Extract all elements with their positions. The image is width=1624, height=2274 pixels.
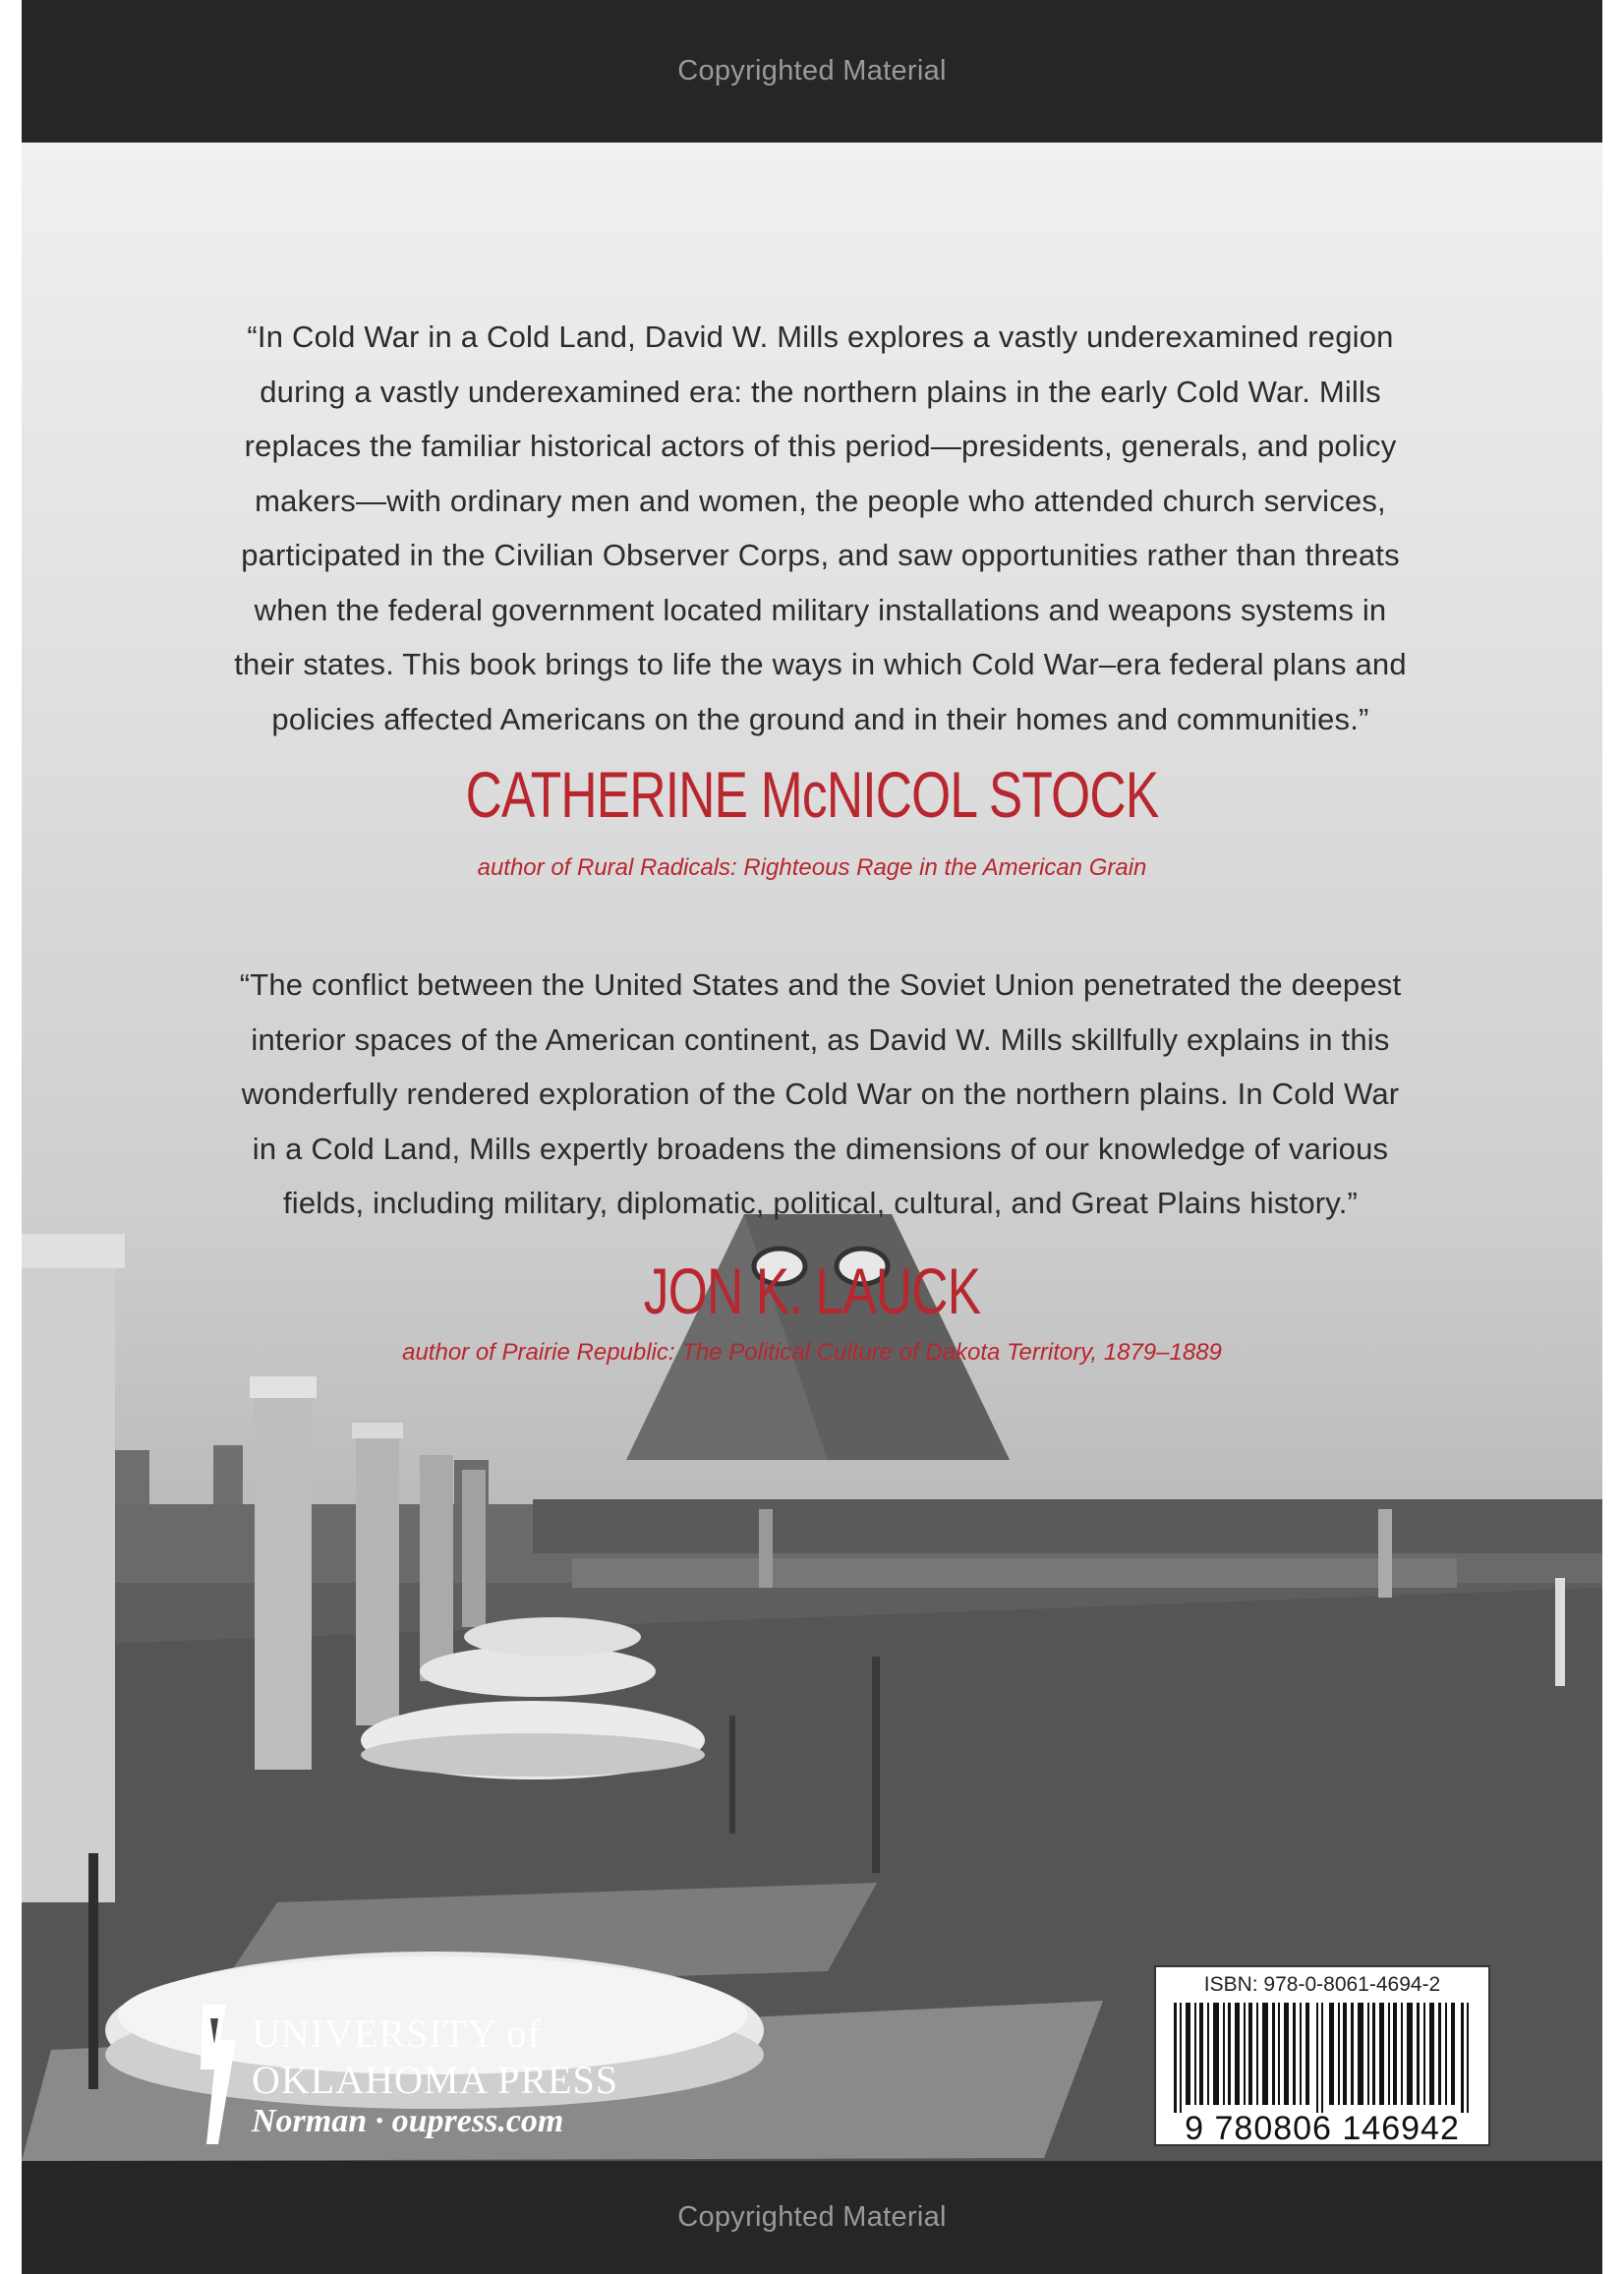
- quote-credit-lauck: author of Prairie Republic: The Political Culture of Dakota Territory, 1879–1889: [402, 1339, 1222, 1366]
- book-back-cover: [22, 143, 1602, 2161]
- barcode-bars: [1170, 2003, 1475, 2113]
- quote-line: “In Cold War in a Cold Land, David W. Mills explores a vastly underexamined region: [247, 320, 1394, 354]
- quote-credit-stock: author of Rural Radicals: Righteous Rage in the American Grain: [477, 854, 1147, 881]
- quote-author-lauck: JON K. LAUCK: [643, 1254, 981, 1327]
- publisher-line-2: OKLAHOMA PRESS: [252, 2058, 618, 2102]
- copyright-watermark-top: [22, 0, 1602, 143]
- quote-lauck: [135, 958, 1506, 1231]
- isbn-barcode: [1154, 1965, 1490, 2146]
- quote-line: their states. This book brings to life the ways in which Cold War–era federal plans and: [234, 647, 1407, 681]
- copyright-text-top: Copyrighted Material: [677, 55, 947, 87]
- quote-line: fields, including military, diplomatic, political, cultural, and Great Plains history.”: [282, 1186, 1359, 1220]
- publisher-line-1: UNIVERSITY of: [252, 2012, 542, 2056]
- quote-stock: [135, 310, 1506, 746]
- quote-line: “The conflict between the United States and the Soviet Union penetrated the deepest: [239, 967, 1402, 1002]
- quote-line: replaces the familiar historical actors of this period—presidents, generals, and policy: [244, 429, 1397, 463]
- quote-line: makers—with ordinary men and women, the people who attended church services,: [255, 483, 1386, 518]
- quote-line: policies affected Americans on the ground and in their homes and communities.”: [271, 701, 1369, 736]
- quote-line: in a Cold Land, Mills expertly broadens the dimensions of our knowledge of various: [252, 1131, 1389, 1166]
- quote-line: interior spaces of the American continent, as David W. Mills skillfully explains in this: [251, 1021, 1390, 1057]
- quote-line: during a vastly underexamined era: the northern plains in the early Cold War. Mills: [260, 374, 1381, 409]
- quote-line: wonderfully rendered exploration of the Cold War on the northern plains. In Cold War: [241, 1077, 1400, 1111]
- copyright-text-bottom: Copyrighted Material: [677, 2201, 947, 2233]
- press-logo-icon: [197, 2001, 244, 2148]
- quote-author-stock: CATHERINE McNICOL STOCK: [465, 758, 1159, 831]
- publisher-imprint: [197, 2001, 708, 2161]
- publisher-line-3: Norman · oupress.com: [252, 2103, 564, 2139]
- isbn-label: ISBN: 978-0-8061-4694-2: [1203, 1973, 1441, 1996]
- copyright-watermark-bottom: [22, 2161, 1602, 2274]
- quote-line: when the federal government located military installations and weapons systems in: [254, 592, 1387, 627]
- quote-line: participated in the Civilian Observer Corps, and saw opportunities rather than threats: [241, 538, 1400, 572]
- barcode-digits: 9 780806 146942: [1185, 2110, 1460, 2147]
